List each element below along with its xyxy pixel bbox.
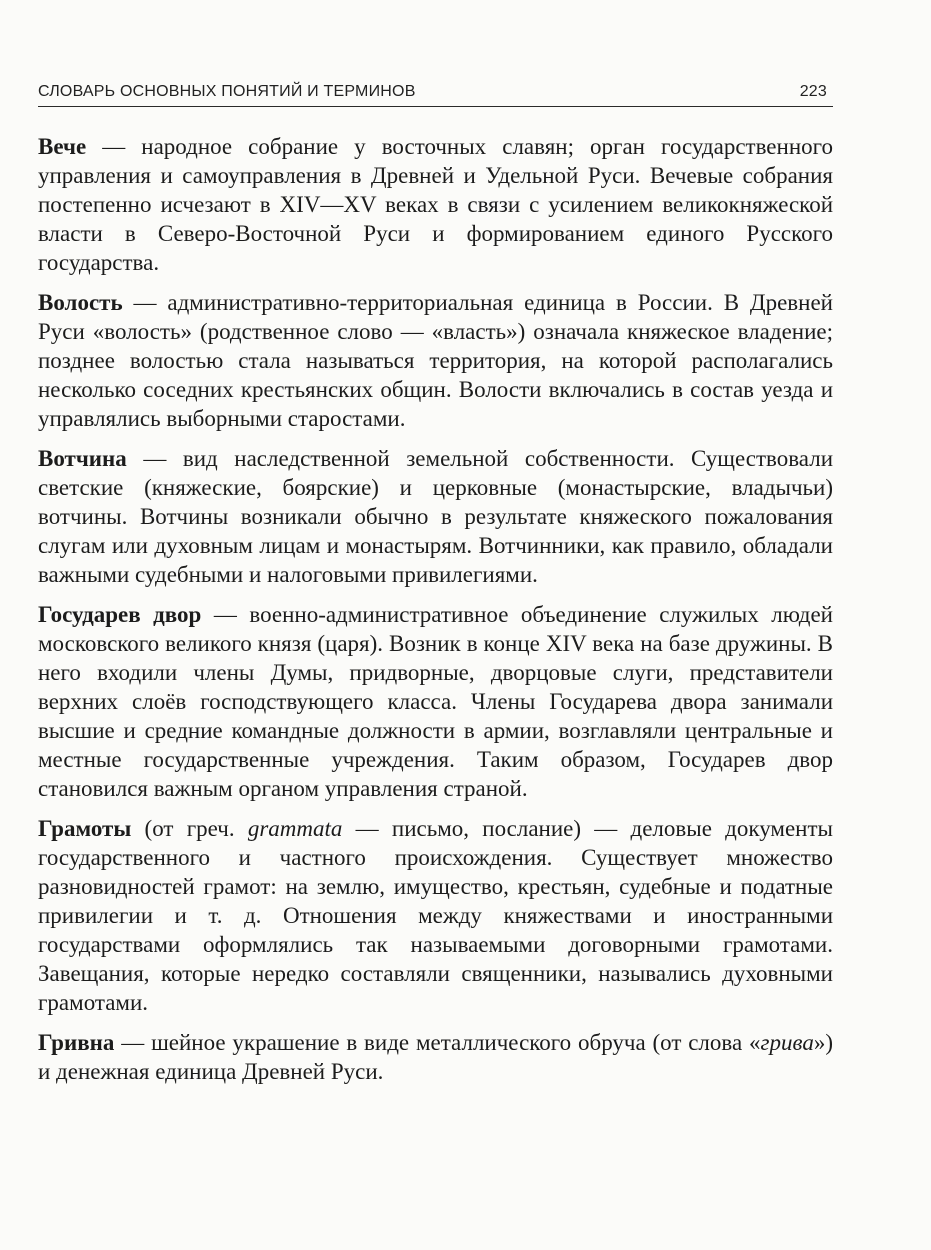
glossary-entry-gramoty (38, 814, 833, 1017)
glossary-entry-grivna (38, 1028, 833, 1086)
entry-term: Государев двор (38, 602, 202, 627)
entry-term: Грамоты (38, 816, 132, 841)
page-number: 223 (799, 83, 827, 100)
glossary-entry-volost (38, 288, 833, 433)
running-header (38, 76, 833, 107)
entry-definition: — народное собрание у восточных славян; орган государственного управления и самоуправления в Древней и Удельной Руси. Вечевые собрания постепенно исчезают в XIV—XV веках в связи с усилением великокняжеской власти в Северо-Восточной Руси и формированием единого Русского государства. (38, 134, 833, 275)
entry-definition: — вид наследственной земельной собственности. Существовали светские (княжеские, боярские) и церковные (монастырские, владычьи) вотчины. Вотчины возникали обычно в результате княжеского пожалования слугам или духовным лицам и монастырям. Вотчинники, как правило, обладали важными судебными и налоговыми привилегиями. (38, 446, 833, 587)
glossary-entry-gosudarev-dvor (38, 600, 833, 803)
glossary-entries (38, 132, 833, 1097)
entry-definition-part: — письмо, послание) — деловые документы государственного и частного происхождения. Существует множество разновидностей грамот: на землю, имущество, крестьян, судебные и податные привилегии и т. д. Отношения между княжествами и иностранными государствами оформлялись так называемыми договорными грамотами. Завещания, которые нередко составляли священники, назывались духовными грамотами. (38, 816, 833, 1015)
entry-definition-part: (от греч. (131, 816, 248, 841)
entry-italic-word: грива (760, 1030, 814, 1055)
entry-term: Вече (38, 134, 87, 159)
entry-term: Вотчина (38, 446, 127, 471)
entry-definition: — военно-административное объединение служилых людей московского великого князя (царя). Возник в конце XIV века на базе дружины. В него входили члены Думы, придворные, дворцовые слуги, представители верхних слоёв господствующего класса. Члены Государева двора занимали высшие и средние командные должности в армии, возглавляли центральные и местные государственные учреждения. Таким образом, Государев двор становился важным органом управления страной. (38, 602, 833, 801)
entry-definition-part: — шейное украшение в виде металлического обруча (от слова « (114, 1030, 761, 1055)
glossary-entry-veche (38, 132, 833, 277)
section-title: СЛОВАРЬ ОСНОВНЫХ ПОНЯТИЙ И ТЕРМИНОВ (38, 83, 416, 100)
entry-italic-word: grammata (247, 816, 343, 841)
entry-term: Волость (38, 290, 123, 315)
entry-definition-part: ») и денежная единица Древней Руси. (38, 1030, 833, 1084)
glossary-entry-votchina (38, 444, 833, 589)
entry-term: Гривна (38, 1030, 115, 1055)
entry-definition: — административно-территориальная единица в России. В Древней Руси «волость» (родственное слово — «власть») означала княжеское владение; позднее волостью стала называться территория, на которой располагались несколько соседних крестьянских общин. Волости включались в состав уезда и управлялись выборными старостами. (38, 290, 833, 431)
